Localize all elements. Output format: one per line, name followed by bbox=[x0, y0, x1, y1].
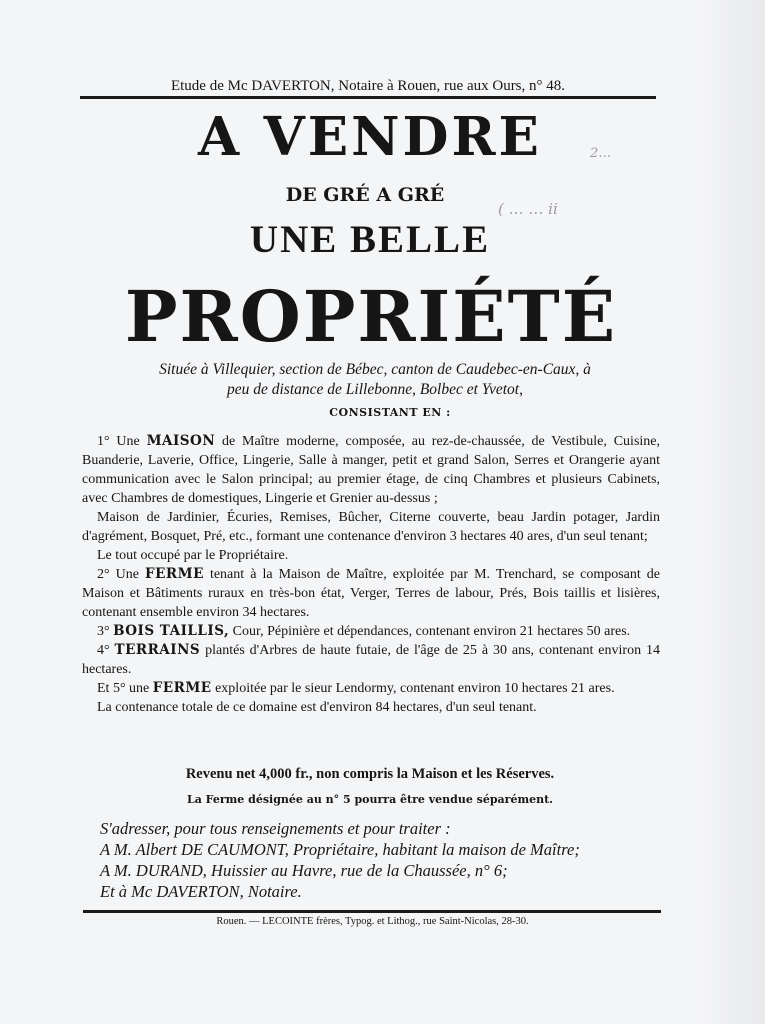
item-maison bbox=[82, 432, 660, 508]
item-number: Et 5° une bbox=[97, 681, 150, 696]
contact-line: A M. Albert DE CAUMONT, Propriétaire, habitant la maison de Maître; bbox=[100, 840, 580, 859]
consistant-heading: CONSISTANT EN : bbox=[329, 406, 451, 419]
item-keyword: FERME bbox=[145, 566, 204, 582]
item-terrains bbox=[82, 641, 660, 679]
item-dependances: Maison de Jardinier, Écuries, Remises, Bûcher, Citerne couverte, beau Jardin potager, Jardin d'agrément, Bosquet, Pré, etc., formant une contenance d'environ 3 hectares 40 ares, d'un seul tenant; bbox=[82, 510, 660, 544]
location-line: peu de distance de Lillebonne, Bolbec et Yvetot, bbox=[226, 381, 523, 398]
title-propriete: PROPRIÉTÉ bbox=[124, 275, 618, 358]
location-line: Située à Villequier, section de Bébec, canton de Caudebec-en-Caux, à bbox=[159, 361, 591, 378]
pencil-annotation: ( … … ii bbox=[498, 200, 558, 218]
item-keyword: TERRAINS bbox=[114, 642, 201, 658]
item-occupation: Le tout occupé par le Propriétaire. bbox=[97, 548, 289, 563]
item-bois-taillis bbox=[82, 622, 660, 641]
revenu-net: Revenu net 4,000 fr., non compris la Maison et les Réserves. bbox=[185, 766, 555, 782]
item-text: tenant à la Maison de Maître, exploitée par M. Trenchard, se composant de Maison et Bâtiments ruraux en très-bon état, Verger, Terres de labour, Prés, Bois taillis et lisières, contenant ensemble environ 34 hectares. bbox=[82, 567, 661, 620]
item-ferme-lendormy bbox=[82, 679, 660, 698]
item-text: exploitée par le sieur Lendormy, contenant environ 10 hectares 21 ares. bbox=[215, 681, 615, 696]
header-divider bbox=[80, 96, 656, 99]
item-ferme bbox=[82, 565, 660, 622]
property-description bbox=[82, 432, 660, 717]
contact-line: A M. DURAND, Huissier au Havre, rue de la Chaussée, n° 6; bbox=[100, 861, 508, 880]
contact-line: Et à Mc DAVERTON, Notaire. bbox=[100, 882, 302, 901]
title-a-vendre: A VENDRE bbox=[198, 106, 542, 168]
item-text: Cour, Pépinière et dépendances, contenant environ 21 hectares 50 ares. bbox=[232, 624, 631, 639]
ferme-separee-note: La Ferme désignée au n° 5 pourra être vendue séparément. bbox=[186, 793, 554, 806]
location-description bbox=[95, 360, 655, 400]
item-number: 4° bbox=[97, 643, 110, 658]
contact-block bbox=[100, 818, 660, 902]
item-keyword: BOIS TAILLIS, bbox=[113, 623, 230, 639]
total-contenance: La contenance totale de ce domaine est d'environ 84 hectares, d'un seul tenant. bbox=[97, 700, 537, 715]
item-keyword: MAISON bbox=[146, 433, 216, 449]
item-keyword: FERME bbox=[152, 680, 212, 696]
title-de-gre-a-gre: DE GRÉ A GRÉ bbox=[285, 184, 445, 206]
item-text: de Maître moderne, composée, au rez-de-chaussée, de Vestibule, Cuisine, Buanderie, Laverie, Office, Lingerie, Salle à manger, petit et grand Salon, Serres et Orangerie ayant communication avec le Salon principal; au premier étage, de cinq Chambres et plusieurs Cabinets, avec Chambres de domestiques, Lingerie et Grenier au-dessus ; bbox=[82, 434, 660, 506]
footer-divider bbox=[83, 910, 661, 913]
pencil-annotation: 2… bbox=[590, 146, 612, 161]
printer-imprint: Rouen. — LECOINTE frères, Typog. et Lithog., rue Saint-Nicolas, 28-30. bbox=[216, 916, 529, 927]
title-une-belle: UNE BELLE bbox=[249, 218, 491, 261]
item-text: plantés d'Arbres de haute futaie, de l'âge de 25 à 30 ans, contenant environ 14 hectares. bbox=[82, 643, 660, 677]
item-number: 2° Une bbox=[97, 567, 139, 582]
contact-intro: S'adresser, pour tous renseignements et pour traiter : bbox=[100, 819, 451, 838]
notary-header: Etude de Mc DAVERTON, Notaire à Rouen, rue aux Ours, n° 48. bbox=[170, 78, 566, 94]
item-number: 1° Une bbox=[97, 434, 140, 449]
item-number: 3° bbox=[97, 624, 110, 639]
